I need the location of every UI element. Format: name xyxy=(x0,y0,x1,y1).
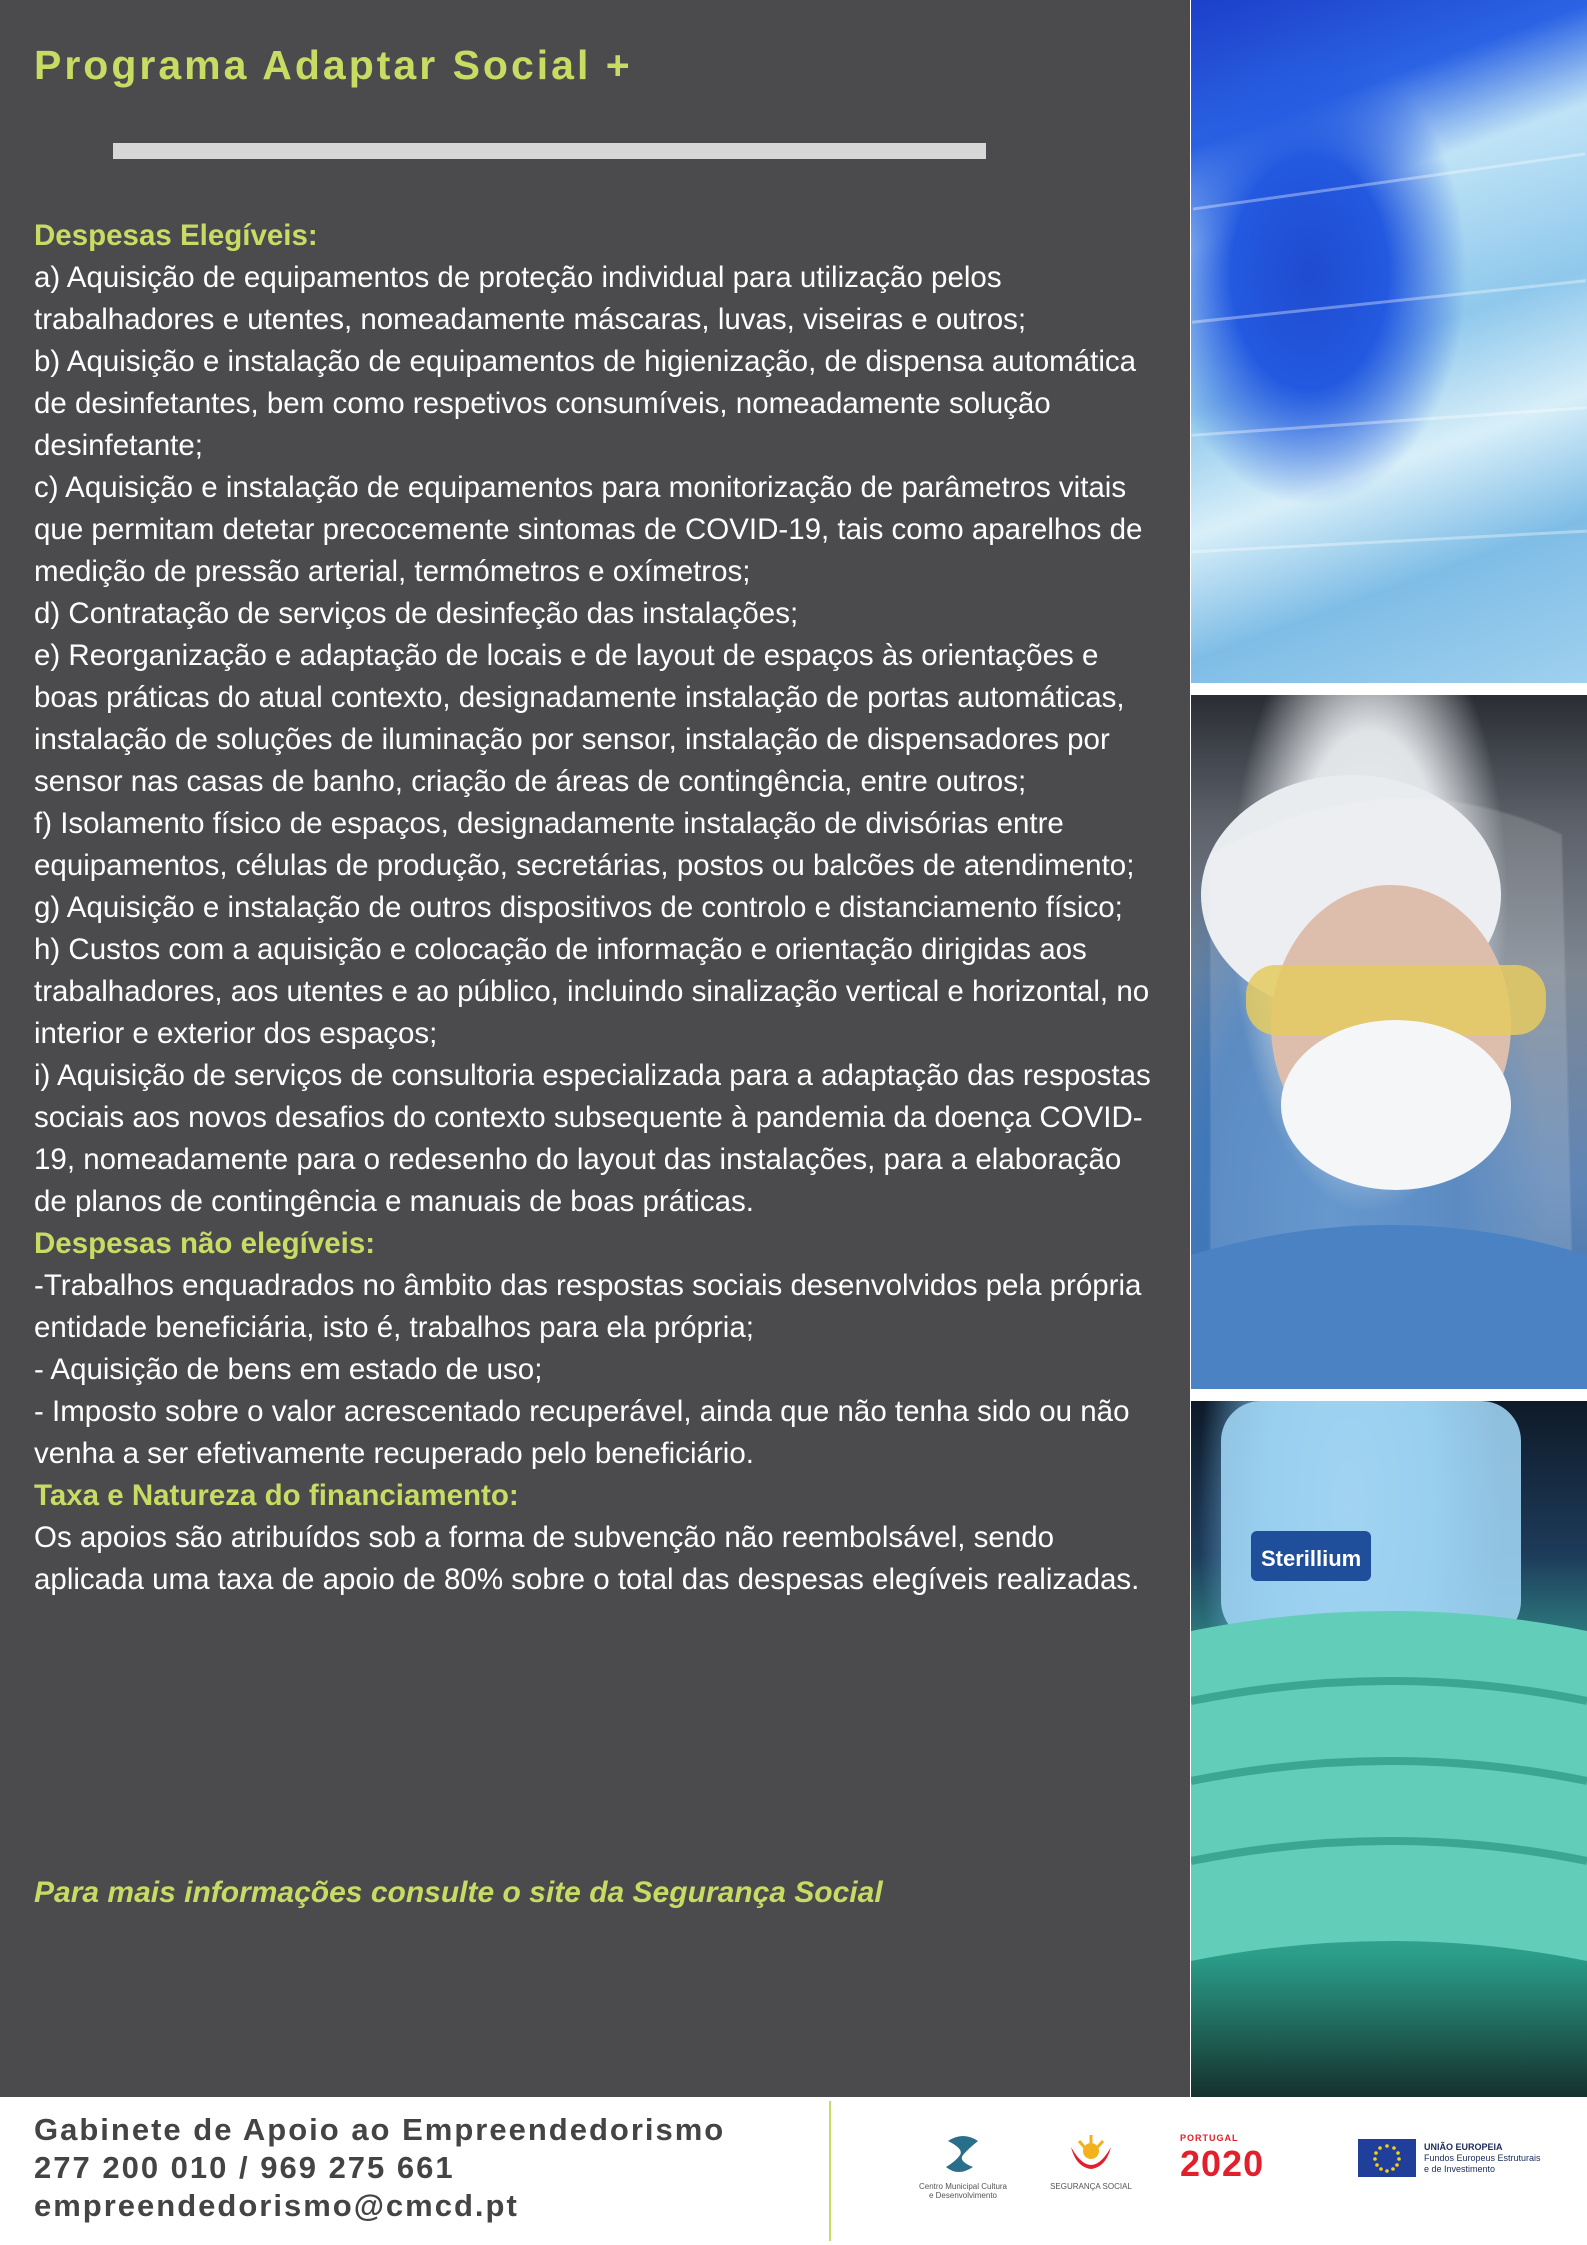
section-heading-funding: Taxa e Natureza do financiamento: xyxy=(34,1479,519,1512)
worker-illustration xyxy=(1191,695,1587,1389)
section-heading-not-eligible: Despesas não elegíveis: xyxy=(34,1227,376,1260)
eu-line-3: e de Investimento xyxy=(1424,2163,1496,2174)
footer-divider xyxy=(829,2101,831,2241)
title-divider xyxy=(113,143,986,159)
photo-sanitizer-bottle xyxy=(1191,1401,1587,2097)
more-info-link[interactable]: Para mais informações consulte o site da Segurança Social xyxy=(34,1876,883,1909)
portugal-2020-big: 2020 xyxy=(1180,2143,1265,2184)
portugal-2020-logo xyxy=(1180,2133,1320,2185)
not-eligible-item-3: - Imposto sobre o valor acrescentado recuperável, ainda que não tenha sido ou não venha a ser efetivamente recuperado pelo beneficiário. xyxy=(34,1395,1130,1470)
footer-office: Gabinete de Apoio ao Empreendedorismo xyxy=(34,2112,726,2147)
photo-surgical-masks xyxy=(1191,0,1587,683)
photo-face-shield-worker xyxy=(1191,695,1587,1389)
sticker-label: Sterillium xyxy=(1261,1546,1362,1571)
eu-funds-logo xyxy=(1358,2139,1563,2177)
eu-flag-icon xyxy=(1358,2139,1416,2177)
cmcd-logo-mark xyxy=(918,2133,1008,2177)
eligible-item-f: f) Isolamento físico de espaços, designadamente instalação de divisórias entre equipamentos, células de produção, secretárias, postos ou balcões de atendimento; xyxy=(34,807,1135,882)
cmcd-logo xyxy=(918,2133,1008,2200)
section-heading-eligible: Despesas Elegíveis: xyxy=(34,219,318,252)
body-text xyxy=(34,215,1154,1601)
footer-contact xyxy=(34,2111,725,2225)
page-title: Programa Adaptar Social + xyxy=(34,42,633,88)
seguranca-social-logo xyxy=(1046,2133,1136,2191)
eligible-item-i: i) Aquisição de serviços de consultoria especializada para a adaptação das respostas sociais aos novos desafios do contexto subsequente à pandemia da doença COVID-19, nomeadamente para o redesenho do layout das instalações, para a elaboração de planos de contingência e manuais de boas práticas. xyxy=(34,1059,1151,1218)
eligible-item-d: d) Contratação de serviços de desinfeção das instalações; xyxy=(34,597,799,630)
eligible-item-c: c) Aquisição e instalação de equipamentos para monitorização de parâmetros vitais que permitam detetar precocemente sintomas de COVID-19, tais como aparelhos de medição de pressão arterial, termómetros e oxímetros; xyxy=(34,471,1143,588)
eligible-item-e: e) Reorganização e adaptação de locais e de layout de espaços às orientações e boas práticas do atual contexto, designadamente instalação de portas automáticas, instalação de soluções de iluminação por sensor, instalação de dispensadores por sensor nas casas de banho, criação de áreas de contingência, entre outros; xyxy=(34,639,1125,798)
footer xyxy=(0,2097,1587,2245)
footer-phones[interactable]: 277 200 010 / 969 275 661 xyxy=(34,2150,455,2185)
not-eligible-item-2: - Aquisição de bens em estado de uso; xyxy=(34,1353,543,1386)
footer-email[interactable]: empreendedorismo@cmcd.pt xyxy=(34,2188,519,2223)
eligible-item-a: a) Aquisição de equipamentos de proteção individual para utilização pelos trabalhadores e utentes, nomeadamente máscaras, luvas, viseiras e outros; xyxy=(34,261,1027,336)
not-eligible-item-1: -Trabalhos enquadrados no âmbito das respostas sociais desenvolvidos pela própria entidade beneficiária, isto é, trabalhos para ela própria; xyxy=(34,1269,1142,1344)
seguranca-social-logo-mark xyxy=(1046,2133,1136,2177)
eligible-item-g: g) Aquisição e instalação de outros dispositivos de controlo e distanciamento físico; xyxy=(34,891,1123,924)
seguranca-social-caption: SEGURANÇA SOCIAL xyxy=(1050,2182,1132,2191)
eligible-item-h: h) Custos com a aquisição e colocação de informação e orientação dirigidas aos trabalhadores, aos utentes e ao público, incluindo sinalização vertical e horizontal, no interior e exterior dos espaços; xyxy=(34,933,1150,1050)
funding-text: Os apoios são atribuídos sob a forma de subvenção não reembolsável, sendo aplicada uma taxa de apoio de 80% sobre o total das despesas elegíveis realizadas. xyxy=(34,1521,1140,1596)
portugal-2020-small: PORTUGAL xyxy=(1180,2133,1239,2143)
cmcd-logo-caption: Centro Municipal Cultura e Desenvolvimento xyxy=(918,2182,1008,2200)
eligible-item-b: b) Aquisição e instalação de equipamentos de higienização, de dispensa automática de desinfetantes, bem como respetivos consumíveis, nomeadamente solução desinfetante; xyxy=(34,345,1137,462)
eu-line-2: Fundos Europeus Estruturais xyxy=(1424,2152,1541,2163)
sanitizer-illustration xyxy=(1191,1401,1587,2097)
eu-line-1: UNIÃO EUROPEIA xyxy=(1424,2141,1503,2152)
